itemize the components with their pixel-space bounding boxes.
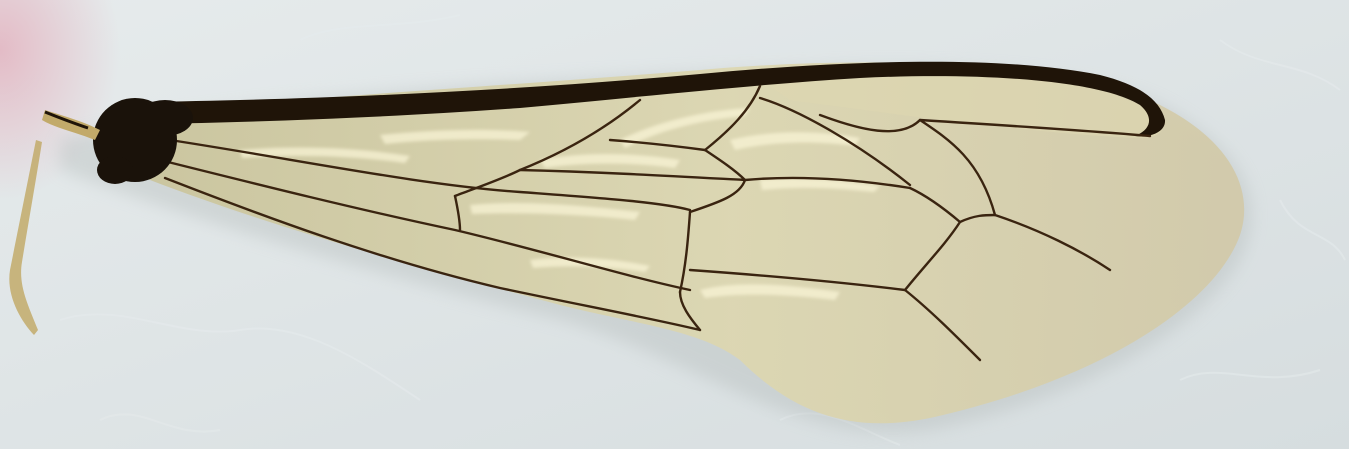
base-sclerite bbox=[137, 100, 193, 136]
base-sclerite bbox=[97, 156, 133, 184]
